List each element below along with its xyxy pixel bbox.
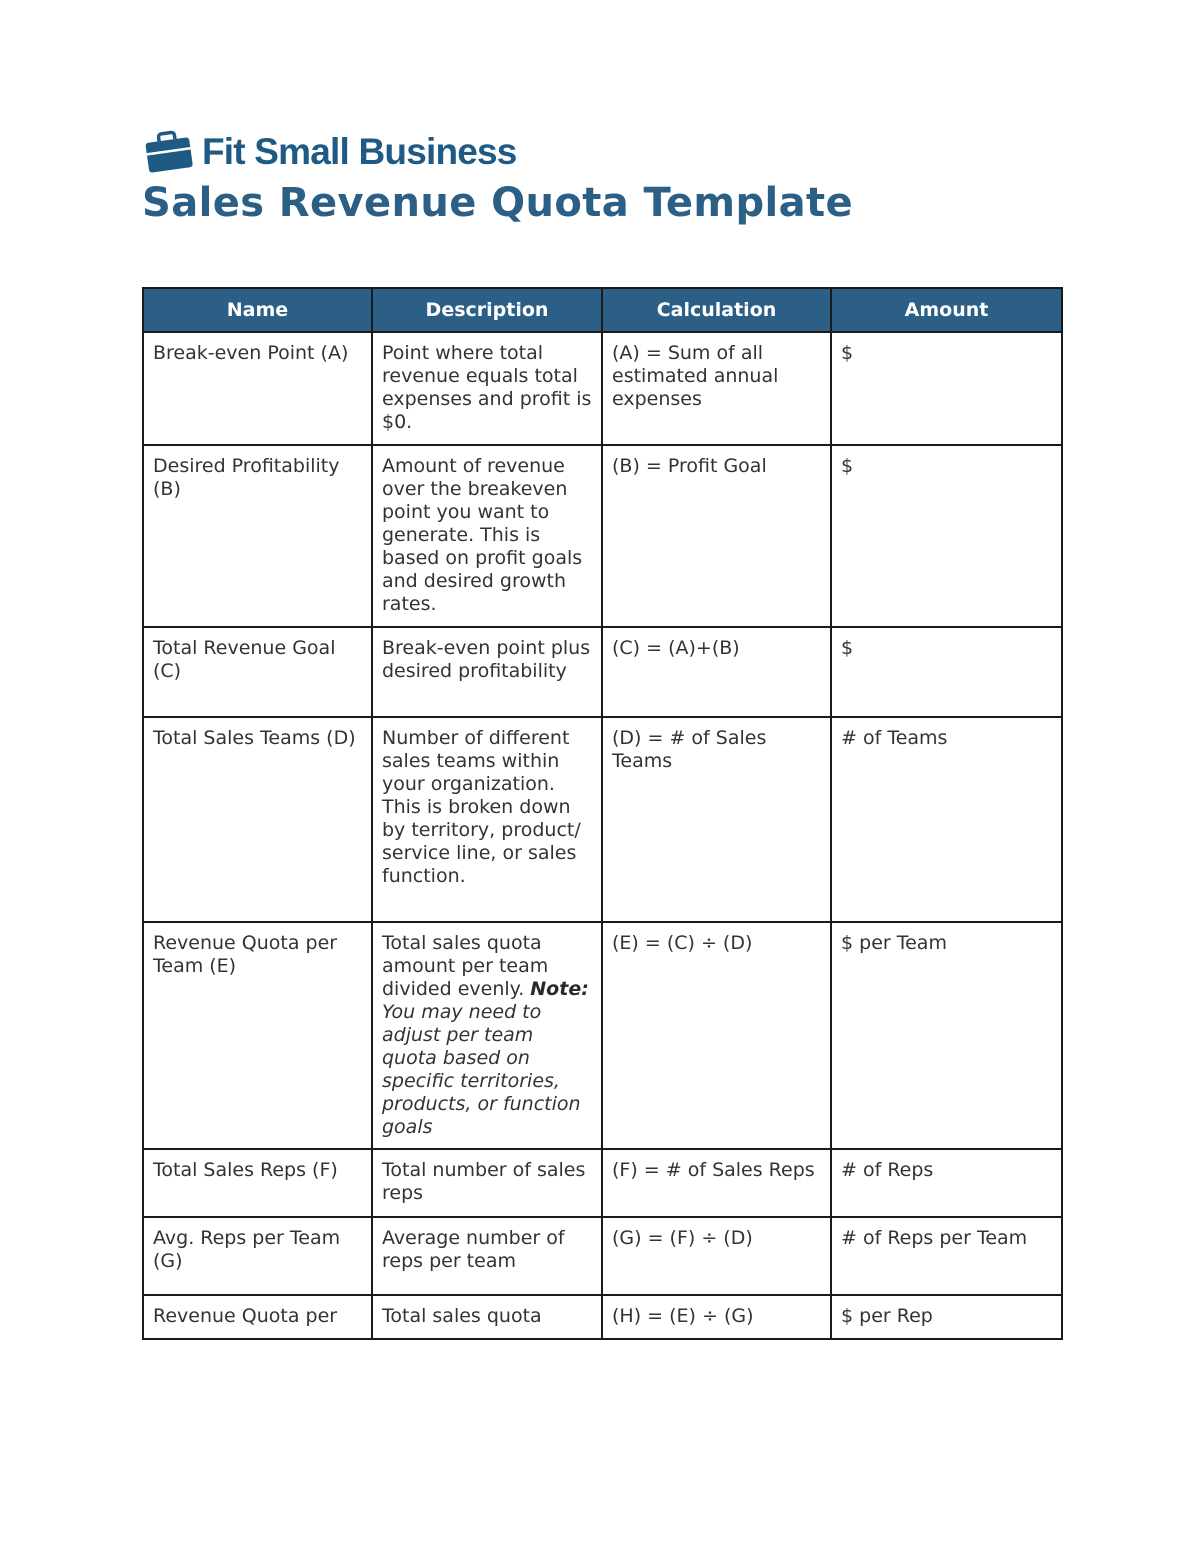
header-amount: Amount <box>831 288 1062 332</box>
cell-calculation: (D) = # of Sales Teams <box>602 717 831 922</box>
cell-amount: $ per Rep <box>831 1295 1062 1339</box>
cell-calculation: (C) = (A)+(B) <box>602 627 831 717</box>
table-row <box>143 717 1062 922</box>
table-header-row <box>143 288 1062 332</box>
cell-description: Amount of revenue over the breakeven point you want to generate. This is based on profit goals and desired growth rates. <box>372 445 602 627</box>
cell-name: Revenue Quota per <box>143 1295 372 1339</box>
cell-description: Average number of reps per team <box>372 1217 602 1295</box>
cell-name: Revenue Quota per Team (E) <box>143 922 372 1149</box>
cell-calculation: (H) = (E) ÷ (G) <box>602 1295 831 1339</box>
cell-calculation: (G) = (F) ÷ (D) <box>602 1217 831 1295</box>
note-text <box>382 978 589 1138</box>
cell-name: Total Sales Teams (D) <box>143 717 372 922</box>
cell-calculation: (B) = Profit Goal <box>602 445 831 627</box>
cell-calculation: (F) = # of Sales Reps <box>602 1149 831 1217</box>
cell-calculation: (A) = Sum of all estimated annual expenses <box>602 332 831 445</box>
cell-amount: # of Reps per Team <box>831 1217 1062 1295</box>
description-text: Total sales quota amount per team divided evenly. <box>382 932 549 1000</box>
cell-description: Number of different sales teams within your organization. This is broken down by territory, product/ service line, or sales function. <box>372 717 602 922</box>
cell-description: Total number of sales reps <box>372 1149 602 1217</box>
header-name: Name <box>143 288 372 332</box>
cell-name: Break-even Point (A) <box>143 332 372 445</box>
table-row <box>143 922 1062 1149</box>
cell-amount: $ <box>831 332 1062 445</box>
cell-description: Total sales quota <box>372 1295 602 1339</box>
cell-description <box>372 922 602 1149</box>
cell-amount: # of Reps <box>831 1149 1062 1217</box>
cell-amount: $ <box>831 627 1062 717</box>
cell-description: Break-even point plus desired profitability <box>372 627 602 717</box>
table-row <box>143 627 1062 717</box>
brand-name: Fit Small Business <box>202 131 517 172</box>
cell-amount: # of Teams <box>831 717 1062 922</box>
table-row <box>143 1295 1062 1339</box>
cell-calculation: (E) = (C) ÷ (D) <box>602 922 831 1149</box>
table-row <box>143 1149 1062 1217</box>
cell-description: Point where total revenue equals total expenses and profit is $0. <box>372 332 602 445</box>
cell-amount: $ per Team <box>831 922 1062 1149</box>
briefcase-icon <box>144 130 194 174</box>
document-title: Sales Revenue Quota Template <box>142 180 854 226</box>
header-calculation: Calculation <box>602 288 831 332</box>
cell-name: Avg. Reps per Team (G) <box>143 1217 372 1295</box>
note-label: Note: <box>530 978 589 1000</box>
note-body: You may need to adjust per team quota based on specific territories, products, or function goals <box>382 1001 581 1138</box>
cell-name: Total Revenue Goal (C) <box>143 627 372 717</box>
cell-name: Total Sales Reps (F) <box>143 1149 372 1217</box>
table-row <box>143 445 1062 627</box>
table-row <box>143 1217 1062 1295</box>
header-description: Description <box>372 288 602 332</box>
cell-amount: $ <box>831 445 1062 627</box>
quota-table <box>142 287 1063 1340</box>
brand-logo <box>144 128 517 176</box>
cell-name: Desired Profitability (B) <box>143 445 372 627</box>
table-row <box>143 332 1062 445</box>
